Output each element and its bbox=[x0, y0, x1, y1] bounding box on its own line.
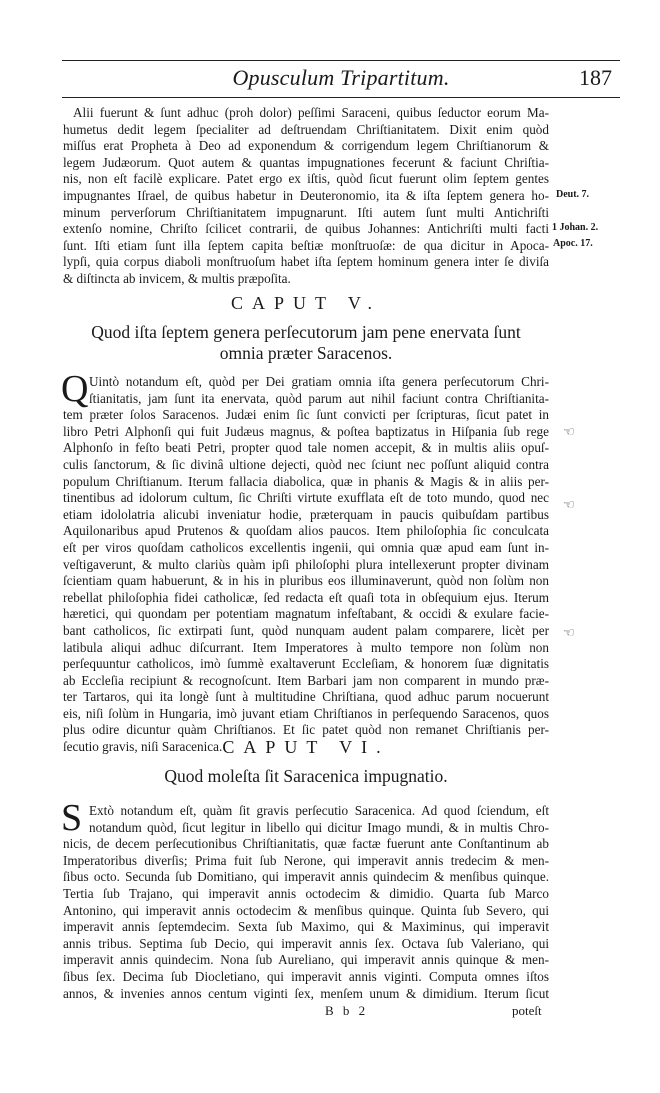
text-line: etiam idololatria alicubi inveniatur hodie, præterquam in paucis quibuſdam partibus bbox=[63, 506, 549, 522]
text-line: ſibus ſex. Decima ſub Diocletiano, qui imperavit annis viginti. Computa omnes iſtos bbox=[63, 968, 549, 984]
text-line: Antonino, qui imperavit annis octodecim & menſibus quinque. Quinta ſub Severo, qui bbox=[63, 902, 549, 918]
text-line: annis tribus. Septima ſub Decio, qui imperavit annis ſex. Octava ſub Valeriano, qui bbox=[63, 935, 549, 951]
margin-note-deut: Deut. 7. bbox=[556, 189, 590, 200]
header-top-rule bbox=[62, 60, 620, 61]
text-line: Extò notandum eſt, quàm ſit gravis perſecutio Saracenica. Ad quod ſciendum, eſt bbox=[89, 803, 549, 818]
text-line: ſcientiam quam habuerunt, & in his in pluribus eos illuminaverunt, quòd non ſolùm non bbox=[63, 573, 549, 589]
text-line: extenſo nomine, Chriſto ſcilicet contrarii, de quibus Johannes: Antichriſti multi facti bbox=[63, 221, 549, 237]
header-bottom-rule bbox=[62, 97, 620, 98]
text-line: ſecutio gravis, niſi Saracenica. bbox=[63, 739, 223, 755]
drop-cap: S bbox=[61, 797, 83, 839]
text-line: annos, & invenies annos centum viginti ſex, menſem unum & dimidium. Iterum ſicut bbox=[63, 985, 549, 1001]
text-line: culis ſanctorum, & ſic divinâ ultione dejecti, quòd nec ſciunt nec poſſunt aliquid contra bbox=[63, 456, 549, 472]
subtitle-line: Quod iſta ſeptem genera perſecutorum jam pene enervata ſunt bbox=[91, 322, 521, 342]
text-line: eſt per viros quoſdam catholicos excellentis ingenii, qui omnia quæ apud eam ſunt in- bbox=[63, 539, 549, 555]
running-head bbox=[62, 62, 620, 96]
text-line: populum Chriſtianum. Iterum fallacia diabolica, quæ in phanis & Magis & in aliis per- bbox=[63, 473, 549, 489]
text-line: libro Petri Alphonſi qui fuit Judæus magnus, & poſtea baptizatus in Hiſpania ſub rege bbox=[63, 423, 549, 439]
margin-note-johan: 1 Johan. 2. bbox=[552, 222, 599, 233]
text-line: imperavit annis quindecim. Nona ſub Aureliano, qui imperavit annis quinque & men- bbox=[63, 952, 549, 968]
chapter-6-heading: CAPUT VI. bbox=[222, 737, 390, 757]
text-line: Uintò notandum eſt, quòd per Dei gratiam omnia iſta genera perſecutorum Chri- bbox=[89, 374, 549, 389]
subtitle-line: omnia præter Saracenos. bbox=[219, 343, 393, 363]
running-title: Opusculum Tripartitum. bbox=[232, 65, 450, 90]
text-line: veſtigaverunt, & multo clariùs quàm ipſi philoſophi plura intellexerunt propter divinam bbox=[63, 556, 549, 572]
text-line: ſunt. Iſti etiam ſunt illa ſeptem capita beſtiæ monſtruoſæ: de qua dicitur in Apoca- bbox=[63, 237, 549, 253]
text-line: imperavit annis ſeptemdecim. Sexta ſub Maximo, qui & Maximinus, qui imperavit bbox=[63, 919, 549, 935]
text-line: ter Tartaros, qui ita longè ſunt à multitudine Chriſtiana, quod adhuc parum nocuerunt bbox=[63, 689, 549, 705]
text-line: Tertia ſub Trajano, qui imperavit annis octodecim & dimidio. Quarta ſub Marco bbox=[63, 885, 549, 901]
chapter-5-body bbox=[61, 368, 549, 756]
pointing-hand-icon: ☜ bbox=[563, 497, 575, 512]
margin-note-apoc: Apoc. 17. bbox=[553, 238, 593, 249]
text-line: nis, non eſt facilè explicare. Patet ergo ex iſtis, quòd ſicut fuerunt olim ſeptem gentes bbox=[63, 171, 549, 187]
text-line: perſequuntur catholicos, imò ſummè exaltaverunt Eccleſiam, & honorem ſuæ dignitatis bbox=[63, 656, 549, 672]
text-line: notandum quòd, ſicut legitur in libello qui dicitur Imago mundi, & in multis Chro- bbox=[89, 819, 549, 835]
text-line: bant catholicos, ſic extirpati ſunt, quòd nunquam audent palam comparere, licèt per bbox=[63, 622, 549, 638]
text-line: Alii fuerunt & ſunt adhuc (proh dolor) peſſimi Saraceni, quibus ſeductor eorum Ma- bbox=[73, 105, 549, 120]
text-line: Aquilonaribus apud Prutenos & quoſdam alios paucos. Item philoſophia ſic conculcata bbox=[63, 523, 549, 539]
signature-mark: B b 2 bbox=[325, 1003, 369, 1018]
text-line: nicis, de decem perſecutionibus Chriſtianitatis, quæ factæ fuerunt ante Conſtantinum ab bbox=[63, 836, 549, 852]
paragraph-1 bbox=[63, 105, 549, 288]
text-line: tem præter ſolos Saracenos. Judæi enim ſic ſunt convicti per ſcripturas, ſicut patet in bbox=[63, 407, 549, 423]
chapter-5-subtitle bbox=[63, 322, 549, 364]
text-line: ab Eccleſia recipiunt & recognoſcunt. Item Barbari jam non comparent in mundo præ- bbox=[63, 672, 549, 688]
pointing-hand-icon: ☜ bbox=[563, 625, 575, 640]
pointing-hand-icon: ☜ bbox=[563, 424, 575, 439]
text-line: ſibus octo. Secunda ſub Domitiano, qui imperavit annis quindecim & menſibus quinque. bbox=[63, 869, 549, 885]
chapter-5-heading: CAPUT V. bbox=[230, 293, 382, 313]
page-number: 187 bbox=[579, 65, 612, 90]
text-line: legem Judæorum. Quot autem & quantas impugnationes fecerunt & faciunt Chriſtia- bbox=[63, 154, 549, 170]
text-line: Imperatoribus diverſis; Prima fuit ſub Nerone, qui imperavit annis tredecim & men- bbox=[63, 852, 549, 868]
text-line: hæretici, qui quondam per potentiam magnatum infeſtabant, & occidi & exulare facie- bbox=[63, 606, 549, 622]
text-line: impugnantes Iſrael, de quibus habetur in Deuteronomio, ita & iſta ſeptem genera ho- bbox=[63, 187, 549, 203]
catchword: poteſt bbox=[512, 1003, 542, 1018]
text-line: latibula aliqui adhuc diſcurrant. Item Imperatores à multo tempore non ſolùm non bbox=[63, 639, 549, 655]
text-line: eis, niſi ſolùm in Hungaria, imò juvant etiam Chriſtianos in perſequendo Saracenos, quos bbox=[63, 705, 549, 721]
drop-cap: Q bbox=[61, 368, 89, 410]
chapter-6-body bbox=[61, 797, 549, 1002]
text-line: lypſi, quia corpus diaboli monſtruoſum habet iſta ſeptem hominum genera inter ſe diviſa bbox=[63, 254, 549, 270]
text-line: miſſus erat Propheta à Deo ad exponendum & corrigendum legem Chriſtianorum & bbox=[63, 138, 549, 154]
text-line: ſtianitatis, jam ſunt ita enervata, quòd parum aut nihil faciunt contra Chriſtianita- bbox=[89, 390, 549, 406]
chapter-6-subtitle: Quod moleſta ſit Saracenica impugnatio. bbox=[164, 766, 448, 786]
text-line: rebellat philoſophia fidei catholicæ, ſed redacta eſt quaſi tota in obſequium ejus. Iterum bbox=[63, 589, 549, 605]
text-line: minum perverſorum Chriſtianitatem impugnarunt. Iſti autem ſunt multi Antichriſti bbox=[63, 204, 549, 220]
text-line: Alphonſo in feſto beati Petri, propter quod tale nomen accepit, & in multis aliis opuſ- bbox=[63, 440, 549, 456]
text-line: plus odire dicuntur quàm Chriſtianos. Et ſic patet quòd non remanet Chriſtianis per- bbox=[63, 722, 549, 738]
text-line: & diſtincta ab invicem, & multis præpoſita. bbox=[63, 270, 291, 286]
text-line: humetus dedit legem ſpecialiter ad deſtruendam Chriſtianitatem. Dixit enim quòd bbox=[63, 121, 549, 137]
text-line: tinentibus ad idolorum cultum, ſic Chriſti virtute exufflata eſt de toto mundo, quod nec bbox=[63, 490, 549, 506]
